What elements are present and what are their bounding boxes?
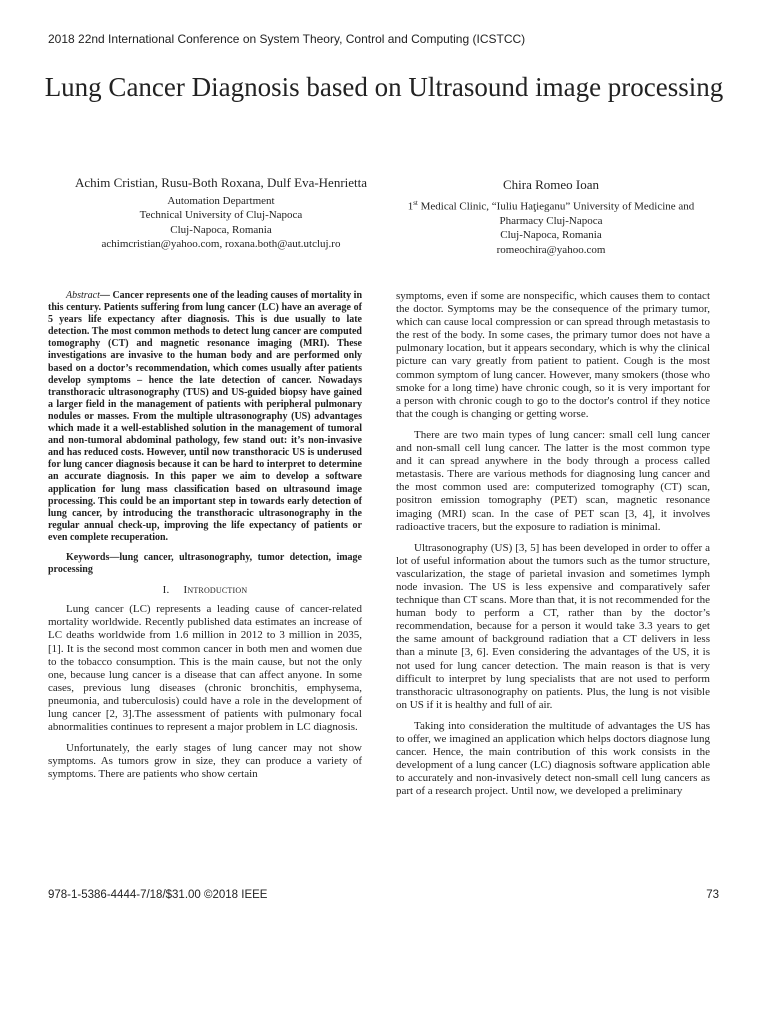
abstract-dash: —	[99, 290, 110, 301]
abstract-label: Abstract	[66, 290, 100, 301]
keywords: Keywords—lung cancer, ultrasonography, tumor detection, image processing	[48, 551, 362, 576]
affiliation-superscript: st	[413, 199, 418, 207]
affiliation-line: Technical University of Cluj-Napoca	[139, 209, 303, 222]
affiliation-line	[386, 196, 716, 228]
section-title: Introduction	[183, 584, 248, 597]
affiliation-line: Cluj-Napoca, Romania	[500, 229, 602, 242]
left-column	[48, 290, 362, 789]
author-names: Chira Romeo Ioan	[502, 177, 600, 192]
body-paragraph: Taking into consideration the multitude of advantages the US has to offer, we imagined an application which helps doctors diagnose lung cancer. Hence, the main contribution of this work consists in the development of a lung cancer (LC) diagnosis software application able to accurately and non-invasively detect non-small cell lung cancers as part of a research project. Until now, we developed a preliminary	[396, 719, 710, 798]
abstract	[48, 290, 362, 544]
section-heading-introduction	[48, 584, 362, 597]
right-column	[396, 290, 710, 806]
section-number: I.	[162, 584, 170, 597]
affiliation-line: Cluj-Napoca, Romania	[170, 223, 272, 236]
author-block-right	[386, 177, 716, 257]
body-paragraph: symptoms, even if some are nonspecific, which causes them to contact the doctor. Symptoms may be the consequence of the primary tumor, which can cause local compression or can spread through metastasis to the rest of the body. In some cases, the primary tumor does not have a pulmonary location, but it appears secondary, which is why the clinical picture can vary greatly from patient to patient. Cough is the most common symptom of lung cancer. However, many smokers (those who smoke for a long time) have chronic cough, so it is very important for a person with chronic cough to go to the doctor's control if they notice that the cough is changing or getting worse.	[396, 290, 710, 420]
body-paragraph: Lung cancer (LC) represents a leading cause of cancer-related mortality worldwide. Recently published data estimates an increase of LC deaths worldwide from 1.6 million in 2012 to 3 million in 2035, [1]. It is the second most common cancer in both men and women due to the tobacco consumption. This is the main cause, but not the only one, because lung cancer is a disease that can affect anyone. In some cases, previous lung diseases (chronic bronchitis, emphysema, pneumonia, and tuberculosis) could have a role in the development of lung cancer [2, 3].The assessment of patients with pulmonary focal abnormalities continues to represent a major problem in LC diagnosis.	[48, 603, 362, 734]
affiliation-text: Medical Clinic, “Iuliu Haţieganu” University of Medicine and Pharmacy Cluj-Napoca	[417, 200, 695, 228]
affiliation-number: 1	[407, 200, 414, 213]
affiliation-line: Automation Department	[167, 195, 275, 207]
abstract-text: Cancer represents one of the leading causes of mortality in this century. Patients suffering from lung cancer (LC) have an average of 5 years life expectancy after diagnosis. This is due usually to late detection. The most common methods to detect lung cancer are computed tomography (CT) and magnetic resonance imaging (MRI). These investigations are invasive to the human body and are performed only based on a doctor’s recommendation, which comes usually after patients develop symptoms – hence the late detection of cancer. Nowadays transthoracic ultrasonography (TUS) and US-guided biopsy have gained a larger field in the management of patients with peripheral pulmonary nodules or masses. From the multiple ultrasonography (US) advantages which made it a well-established solution in the management of tumoral and non-tumoral abdominal pathology, few stand out: it’s non-invasive and has reduced costs. However, until now transthoracic US is underused for lung cancer diagnosis because it can be hard to interpret to determine an accurate diagnosis. In this paper we aim to develop a software application for lung mass classification based on ultrasound image processing. This could be an important step in towards early detection of lung cancer, by introducing the transthoracic ultrasonography in the regular annual check-up, improving the life expectancy of patients or even complete recuperation.	[48, 290, 362, 543]
body-paragraph: Ultrasonography (US) [3, 5] has been developed in order to offer a lot of useful information about the tumors such as the tumor structure, vascularization, the stage of parietal invasion and sometimes lymph node invasion. The US is less expensive and comparatively safer technique than CT scans. More than that, it is not recommended for the human body to perform a CT, rather than by the doctor’s recommendation, because for a person it would take 3.3 years to get the same amount of background radiation that a CT delivers in less than a minute [3, 6]. Even considering the advantages of the US, it is not used for lung cancer detection. The main reason is that is very difficult to interpret by lung specialists that are not used to perform transthoracic ultrasonography on patients. Plus, the lung is not visible on US if it is healthy and full of air.	[396, 541, 710, 711]
paper-title: Lung Cancer Diagnosis based on Ultrasound image processing	[44, 72, 724, 102]
author-block-left	[56, 175, 386, 252]
footer-isbn: 978-1-5386-4444-7/18/$31.00 ©2018 IEEE	[48, 889, 268, 901]
conference-header: 2018 22nd International Conference on System Theory, Control and Computing (ICSTCC)	[48, 32, 526, 46]
body-paragraph: There are two main types of lung cancer: small cell lung cancer and non-small cell lung cancer. The latter is the most common type and it can spread anywhere in the body through a process called metastasis. There are various methods for diagnosing lung cancer and the most common used are: computerized tomography (CT) scan, positron emission tomography (PET) scan, magnetic resonance imaging (MRI) scan. In the case of PET scan [3, 4], it involves radioactive tracers, but the exposure to radiation is minimal.	[396, 428, 710, 533]
author-names: Achim Cristian, Rusu-Both Roxana, Dulf Eva-Henrietta	[74, 175, 368, 190]
body-paragraph: Unfortunately, the early stages of lung cancer may not show symptoms. As tumors grow in size, they can produce a variety of symptoms. There are patients who show certain	[48, 742, 362, 781]
page-number: 73	[706, 889, 719, 901]
author-email: romeochira@yahoo.com	[496, 243, 606, 256]
author-email: achimcristian@yahoo.com, roxana.both@aut.utcluj.ro	[101, 238, 341, 251]
